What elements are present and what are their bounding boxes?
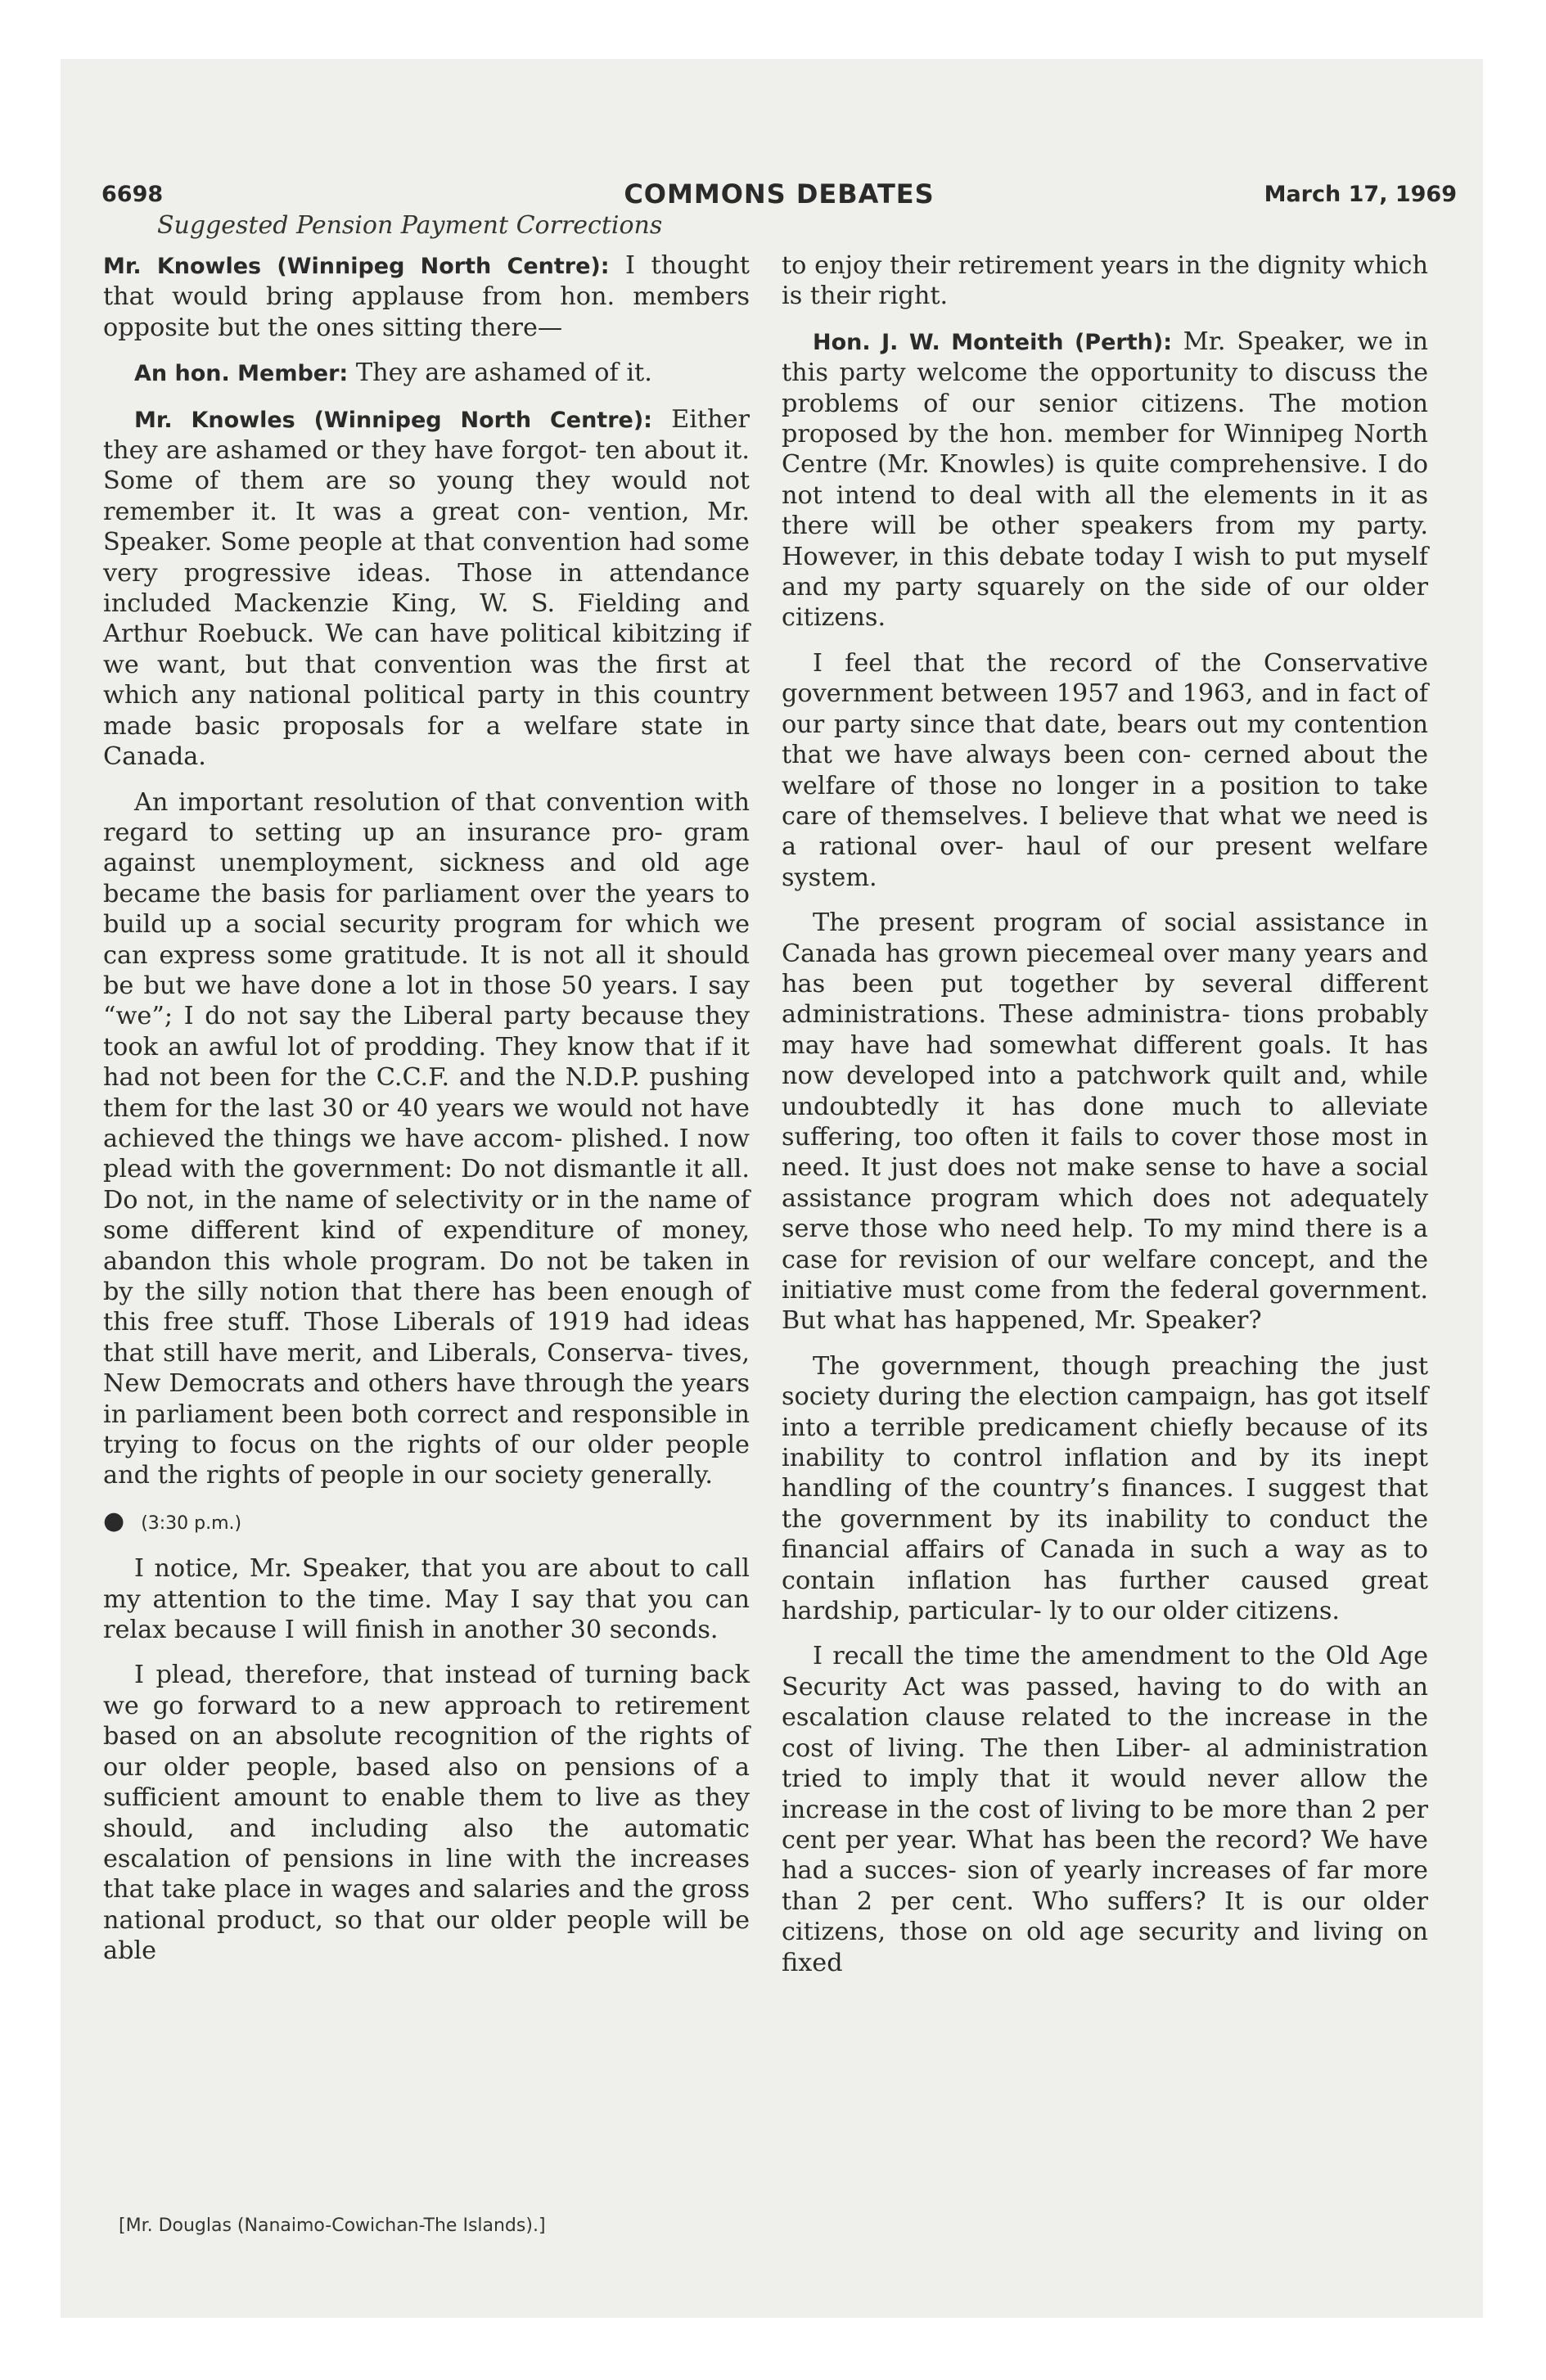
paragraph xyxy=(103,1660,750,1966)
paragraph-text: Mr. Speaker, we in this party welcome the opportunity to discuss the problems of our senior citizens. The motion proposed by the hon. member for Winnipeg North Centre (Mr. Knowles) is quite comprehensive. I do not intend to deal with all the elements in it as there will be other speakers from my party. However, in this debate today I wish to put myself and my party squarely on the side of our older citizens. xyxy=(782,327,1428,633)
paragraph xyxy=(782,648,1428,893)
speaker-name: An hon. Member: xyxy=(134,361,349,387)
paragraph-text: I recall the time the amendment to the Old Age Security Act was passed, having to do with an escalation clause related to the increase in the cost of living. The then Liber- al administration tried to imply that it would never allow the increase in the cost of living to be more than 2 per cent per year. What has been the record? We have had a succes- sion of yearly increases of far more than 2 per cent. Who suffers? It is our older citizens, those on old age security and living on fixed xyxy=(782,1642,1428,1977)
left-column xyxy=(103,250,750,1981)
paragraph xyxy=(782,908,1428,1336)
paragraph xyxy=(782,1351,1428,1627)
publication-title: COMMONS DEBATES xyxy=(624,178,935,210)
speaker-name: Hon. J. W. Monteith (Perth): xyxy=(813,329,1172,355)
paragraph-text: The government, though preaching the just society during the election campaign, has got itself into a terrible predicament chiefly because of its inability to control inflation and by its inept handling of the country’s finances. I suggest that the government by its inability to conduct the financial affairs of Canada in such a way as to contain inflation has further caused great hardship, particular- ly to our older citizens. xyxy=(782,1351,1428,1626)
page-date: March 17, 1969 xyxy=(1264,182,1457,207)
paragraph xyxy=(782,250,1428,312)
paragraph-text: to enjoy their retirement years in the dignity which is their right. xyxy=(782,251,1428,311)
paragraph xyxy=(103,250,750,343)
speaker-attribution-footer: [Mr. Douglas (Nanaimo-Cowichan-The Islands).] xyxy=(119,2215,546,2236)
paragraph xyxy=(103,358,750,389)
paragraph-text: An important resolution of that convention with regard to setting up an insurance pro- gram against unemployment, sickness and old age became the basis for parliament over the years to build up a social security program for which we can express some gratitude. It is not all it should be but we have done a lot in those 50 years. I say “we”; I do not say the Liberal party because they took an awful lot of prodding. They know that if it had not been for the C.C.F. and the N.D.P. pushing them for the last 30 or 40 years we would not have achieved the things we have accom- plished. I now plead with the government: Do not dismantle it all. Do not, in the name of selectivity or in the name of some different kind of expenditure of money, abandon this whole program. Do not be taken in by the silly notion that there has been enough of this free stuff. Those Liberals of 1919 had ideas that still have merit, and Liberals, Conserva- tives, New Democrats and others have through the years in parliament been both correct and responsible in trying to focus on the rights of our older people and the rights of people in our society generally. xyxy=(103,787,750,1490)
paragraph-text: The present program of social assistance in Canada has grown piecemeal over many years and has been put together by several different administrations. These administra- tions probably may have had somewhat different goals. It has now developed into a patchwork quilt and, while undoubtedly it has done much to alleviate suffering, too often it fails to cover those most in need. It just does not make sense to have a social assistance program which does not adequately serve those who need help. To my mind there is a case for revision of our welfare concept, and the initiative must come from the federal government. But what has happened, Mr. Speaker? xyxy=(782,908,1428,1336)
bullet-icon: ● xyxy=(103,1506,125,1535)
paragraph-text: They are ashamed of it. xyxy=(355,358,652,388)
paragraph xyxy=(103,1553,750,1645)
paragraph-text: I thought that would bring applause from hon. members opposite but the ones sitting there— xyxy=(103,251,750,342)
paragraph xyxy=(103,787,750,1491)
paragraph-text: Either they are ashamed or they have forgot- ten about it. Some of them are so young they would not remember it. It was a great con- vention, Mr. Speaker. Some people at that convention had some very progressive ideas. Those in attendance included Mackenzie King, W. S. Fielding and Arthur Roebuck. We can have political kibitzing if we want, but that convention was the first at which any national political party in this country made basic proposals for a welfare state in Canada. xyxy=(103,404,750,772)
right-column xyxy=(782,250,1428,1993)
time-mark xyxy=(103,1506,750,1539)
page-number: 6698 xyxy=(101,182,164,207)
paragraph xyxy=(782,327,1428,633)
page-header xyxy=(101,175,1457,211)
paragraph-text: I plead, therefore, that instead of turning back we go forward to a new approach to retirement based on an absolute recognition of the rights of our older people, based also on pensions of a sufficient amount to enable them to live as they should, and including also the automatic escalation of pensions in line with the increases that take place in wages and salaries and the gross national product, so that our older people will be able xyxy=(103,1661,750,1966)
paragraph xyxy=(103,404,750,773)
section-subheading: Suggested Pension Payment Corrections xyxy=(157,211,663,240)
paragraph-text: I feel that the record of the Conservative government between 1957 and 1963, and in fact of our party since that date, bears out my contention that we have always been con- cerned about the welfare of those no longer in a position to take care of themselves. I believe that what we need is a rational over- haul of our present welfare system. xyxy=(782,648,1428,892)
speaker-name: Mr. Knowles (Winnipeg North Centre): xyxy=(134,407,652,433)
paragraph xyxy=(782,1641,1428,1977)
speaker-name: Mr. Knowles (Winnipeg North Centre): xyxy=(103,254,610,279)
time-mark-text: (3:30 p.m.) xyxy=(141,1512,242,1534)
paragraph-text: I notice, Mr. Speaker, that you are about to call my attention to the time. May I say that you can relax because I will finish in another 30 seconds. xyxy=(103,1554,750,1645)
